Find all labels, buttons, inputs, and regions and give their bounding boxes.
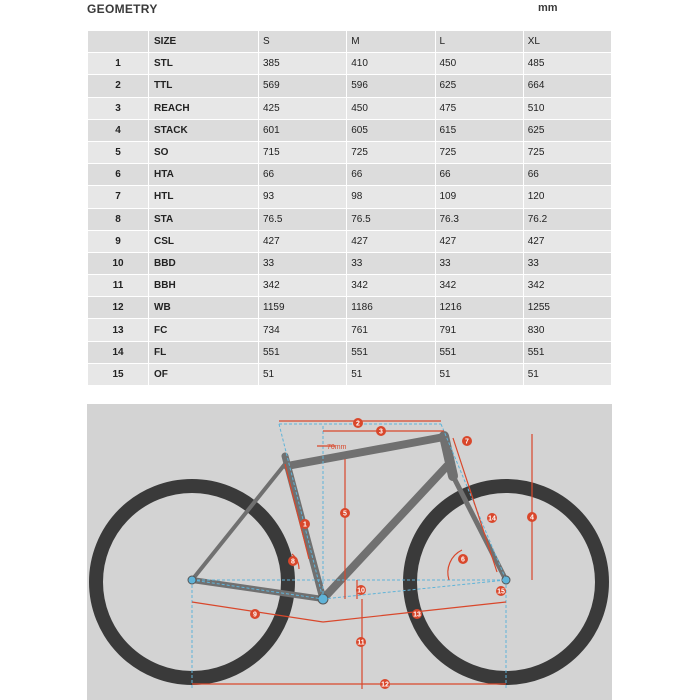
row-value: 569	[259, 75, 346, 96]
row-value: 596	[347, 75, 434, 96]
row-value: 485	[524, 53, 611, 74]
offset-label: 70mm	[327, 444, 347, 451]
dimension-marker-label: 3	[379, 428, 383, 436]
row-index: 3	[88, 98, 148, 119]
row-index: 15	[88, 364, 148, 385]
row-value: 664	[524, 75, 611, 96]
row-value: 551	[436, 342, 523, 363]
dimension-marker-label: 2	[356, 420, 360, 428]
row-code: BBD	[149, 253, 258, 274]
row-value: 427	[259, 231, 346, 252]
row-index: 8	[88, 209, 148, 230]
row-value: 120	[524, 186, 611, 207]
page-title: GEOMETRY	[87, 2, 158, 16]
row-value: 1255	[524, 297, 611, 318]
dimension-marker-label: 10	[357, 587, 365, 595]
row-value: 605	[347, 120, 434, 141]
row-value: 51	[259, 364, 346, 385]
row-index: 1	[88, 53, 148, 74]
row-value: 51	[436, 364, 523, 385]
unit-label: mm	[538, 2, 558, 14]
row-index: 13	[88, 319, 148, 340]
row-value: 427	[524, 231, 611, 252]
header-cell-index	[88, 31, 148, 52]
row-code: STACK	[149, 120, 258, 141]
table-row	[88, 253, 611, 274]
row-index: 14	[88, 342, 148, 363]
dimension-marker-label: 7	[465, 438, 469, 446]
row-value: 1186	[347, 297, 434, 318]
table-row	[88, 297, 611, 318]
row-value: 450	[347, 98, 434, 119]
row-code: FL	[149, 342, 258, 363]
header-cell-m: M	[347, 31, 434, 52]
row-value: 342	[259, 275, 346, 296]
row-code: TTL	[149, 75, 258, 96]
table-row	[88, 342, 611, 363]
row-value: 715	[259, 142, 346, 163]
dimension-marker-label: 4	[530, 514, 534, 522]
row-value: 33	[259, 253, 346, 274]
bike-geometry-diagram	[87, 404, 612, 700]
row-value: 51	[347, 364, 434, 385]
dimension-marker-label: 12	[381, 681, 389, 689]
row-code: BBH	[149, 275, 258, 296]
row-value: 66	[259, 164, 346, 185]
row-value: 385	[259, 53, 346, 74]
row-value: 76.2	[524, 209, 611, 230]
bike-geometry-svg	[87, 404, 612, 700]
header-cell-xl: XL	[524, 31, 611, 52]
table-row	[88, 53, 611, 74]
table-row	[88, 164, 611, 185]
table-row	[88, 275, 611, 296]
row-value: 76.3	[436, 209, 523, 230]
dimension-marker-label: 14	[488, 515, 496, 523]
row-code: STL	[149, 53, 258, 74]
row-index: 6	[88, 164, 148, 185]
table-row	[88, 319, 611, 340]
row-code: HTL	[149, 186, 258, 207]
table-row	[88, 75, 611, 96]
table-row	[88, 209, 611, 230]
row-value: 98	[347, 186, 434, 207]
dimension-marker-label: 6	[461, 556, 465, 564]
row-code: SO	[149, 142, 258, 163]
row-value: 725	[524, 142, 611, 163]
row-value: 734	[259, 319, 346, 340]
row-index: 2	[88, 75, 148, 96]
table-row	[88, 231, 611, 252]
row-index: 9	[88, 231, 148, 252]
row-value: 601	[259, 120, 346, 141]
row-index: 11	[88, 275, 148, 296]
row-code: STA	[149, 209, 258, 230]
row-value: 551	[524, 342, 611, 363]
row-value: 410	[347, 53, 434, 74]
table-row	[88, 186, 611, 207]
row-value: 66	[524, 164, 611, 185]
row-value: 51	[524, 364, 611, 385]
row-code: HTA	[149, 164, 258, 185]
row-code: FC	[149, 319, 258, 340]
table-row	[88, 364, 611, 385]
row-value: 615	[436, 120, 523, 141]
row-value: 1216	[436, 297, 523, 318]
row-value: 551	[259, 342, 346, 363]
row-value: 427	[347, 231, 434, 252]
row-value: 342	[347, 275, 434, 296]
dimension-marker-label: 8	[291, 558, 295, 566]
row-value: 725	[436, 142, 523, 163]
row-value: 66	[347, 164, 434, 185]
row-index: 12	[88, 297, 148, 318]
row-index: 5	[88, 142, 148, 163]
row-code: OF	[149, 364, 258, 385]
dimension-marker-label: 13	[413, 611, 421, 619]
row-value: 510	[524, 98, 611, 119]
row-value: 625	[524, 120, 611, 141]
dimension-marker-label: 5	[343, 510, 347, 518]
row-code: CSL	[149, 231, 258, 252]
row-value: 33	[524, 253, 611, 274]
geometry-table	[87, 30, 612, 386]
row-value: 427	[436, 231, 523, 252]
row-value: 1159	[259, 297, 346, 318]
row-index: 10	[88, 253, 148, 274]
row-value: 791	[436, 319, 523, 340]
table-row	[88, 98, 611, 119]
header-cell-l: L	[436, 31, 523, 52]
row-value: 76.5	[347, 209, 434, 230]
row-value: 475	[436, 98, 523, 119]
dimension-marker-label: 15	[497, 588, 505, 596]
row-code: REACH	[149, 98, 258, 119]
table-row	[88, 120, 611, 141]
row-value: 66	[436, 164, 523, 185]
row-value: 625	[436, 75, 523, 96]
table-header-row	[88, 31, 611, 52]
row-value: 33	[347, 253, 434, 274]
row-index: 4	[88, 120, 148, 141]
dimension-marker-label: 9	[253, 611, 257, 619]
dimension-marker-label: 11	[357, 639, 365, 647]
row-value: 342	[436, 275, 523, 296]
row-value: 33	[436, 253, 523, 274]
dimension-marker-label: 1	[303, 521, 307, 529]
header-cell-s: S	[259, 31, 346, 52]
row-value: 425	[259, 98, 346, 119]
row-index: 7	[88, 186, 148, 207]
frame-icon	[192, 436, 506, 599]
table-row	[88, 142, 611, 163]
row-value: 109	[436, 186, 523, 207]
row-code: WB	[149, 297, 258, 318]
row-value: 450	[436, 53, 523, 74]
header-cell-size: SIZE	[149, 31, 258, 52]
row-value: 551	[347, 342, 434, 363]
row-value: 76.5	[259, 209, 346, 230]
row-value: 761	[347, 319, 434, 340]
row-value: 725	[347, 142, 434, 163]
row-value: 93	[259, 186, 346, 207]
row-value: 830	[524, 319, 611, 340]
row-value: 342	[524, 275, 611, 296]
